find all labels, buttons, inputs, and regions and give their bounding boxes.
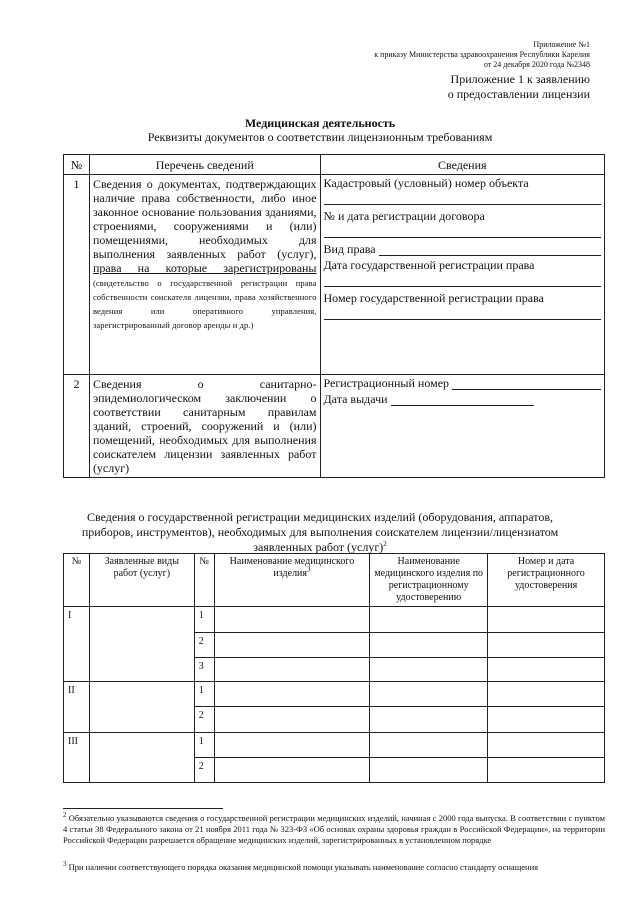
device-cell[interactable] <box>214 733 370 758</box>
row-fields <box>320 375 605 478</box>
group-label: III <box>64 733 90 783</box>
reg-num-cell[interactable] <box>488 658 605 682</box>
row-text-main: Сведения о санитарно-эпидемиологическом заключении о соответствии санитарным правилам зданий, строений, сооружений и (или) помещений, необходимых для выполнения соискателем лицензии заявленных работ (услуг) <box>92 377 317 475</box>
group-label: II <box>64 682 90 733</box>
item-number: 3 <box>194 658 214 682</box>
item-number: 2 <box>194 758 214 783</box>
reg-name-cell[interactable] <box>370 733 488 758</box>
table-row <box>64 682 605 707</box>
work-cell[interactable] <box>89 682 194 733</box>
application-title-2: о предоставлении лицензии <box>447 87 590 101</box>
row-number: 1 <box>64 175 90 375</box>
col-reg-num-header: Номер и дата регистрационного удостоверения <box>488 554 605 607</box>
item-number: 2 <box>194 633 214 658</box>
row-number: 2 <box>64 375 90 478</box>
device-cell[interactable] <box>214 707 370 733</box>
work-cell[interactable] <box>89 733 194 783</box>
row-description <box>89 375 320 478</box>
row-fields <box>320 175 605 375</box>
application-title-1: Приложение 1 к заявлению <box>450 72 590 86</box>
table-row <box>64 607 605 633</box>
col-reg-name-header: Наименование медицинского изделия по регистрационному удостоверению <box>370 554 488 607</box>
field-reg-number-label: Номер государственной регистрации права <box>323 291 544 305</box>
reg-num-cell[interactable] <box>488 733 605 758</box>
section2-title-2: приборов, инструментов), необходимых для выполнения соискателем лицензии/лицензиатом <box>81 525 559 539</box>
footnote-2-text: Обязательно указываются сведения о государственной регистрации медицинских изделий, начиная с 2000 года выпуска. В соответствии с пунктом 4 статьи 38 Федерального закона от 21 ноября 2011 года № 323-ФЗ «Об основах охраны здоровья граждан в Российской Федерации», на территории Российской Федерации разрешается обращение медицинских изделий, зарегистрированных в установленном порядке <box>63 813 605 845</box>
reg-name-cell[interactable] <box>370 633 488 658</box>
item-number: 1 <box>194 607 214 633</box>
field-reg-date-label: Дата государственной регистрации права <box>323 258 535 272</box>
footnote-divider <box>63 808 223 809</box>
appendix-line-2: к приказу Министерства здравоохранения Республики Карелия <box>374 50 590 59</box>
requisites-table <box>63 154 605 478</box>
field-right-type-label: Вид права <box>323 242 376 256</box>
reg-num-cell[interactable] <box>488 707 605 733</box>
table-row <box>64 375 605 478</box>
reg-num-cell[interactable] <box>488 682 605 707</box>
footnote-3 <box>63 862 605 873</box>
reg-name-cell[interactable] <box>370 758 488 783</box>
footnote-3-mark: 3 <box>63 860 67 869</box>
table-row <box>64 175 605 375</box>
device-cell[interactable] <box>214 607 370 633</box>
field-issue-date[interactable] <box>324 392 535 406</box>
row-text-fine: (свидетельство о государственной регистрации права собственности соискателя лицензии, права хозяйственного ведения или оперативного управления, зарегистрированный договор аренды и др.) <box>92 278 317 330</box>
col-num-header: № <box>64 155 90 175</box>
field-reg-date-input[interactable] <box>324 272 602 287</box>
device-cell[interactable] <box>214 682 370 707</box>
col-info-header: Сведения <box>320 155 605 175</box>
group-label: I <box>64 607 90 682</box>
item-number: 1 <box>194 682 214 707</box>
col-num-header: № <box>64 554 90 607</box>
section1-subtitle: Реквизиты документов о соответствии лицензионным требованиям <box>147 130 493 144</box>
section1-title: Медицинская деятельность <box>244 116 396 130</box>
appendix-line-3: от 24 декабря 2020 года №2348 <box>483 60 590 69</box>
footnote-2-mark: 2 <box>63 811 67 820</box>
devices-table <box>63 553 605 783</box>
row-text-underlined: права на которые зарегистрированы <box>92 261 317 275</box>
footnote-2 <box>63 813 605 846</box>
section2-title-1: Сведения о государственной регистрации медицинских изделий (оборудования, аппаратов, <box>86 510 553 524</box>
field-right-type[interactable] <box>324 242 602 256</box>
device-cell[interactable] <box>214 633 370 658</box>
item-number: 2 <box>194 707 214 733</box>
reg-num-cell[interactable] <box>488 758 605 783</box>
reg-num-cell[interactable] <box>488 607 605 633</box>
footnote-3-text: При наличии соответствующего порядка оказания медицинской помощи указывать наименование согласно стандарту оснащения <box>68 862 539 872</box>
field-reg-num[interactable] <box>324 376 602 390</box>
device-cell[interactable] <box>214 658 370 682</box>
reg-name-cell[interactable] <box>370 682 488 707</box>
row-text-main: Сведения о документах, подтверждающих наличие права собственности, либо иное законное основание пользования зданиями, строениями, сооружениями и (или) помещениями, необходимых для выполнения заявленных работ (услуг), <box>92 177 317 261</box>
col-device-header: Наименование медицинского изделия$^3$ <box>214 554 370 607</box>
reg-num-cell[interactable] <box>488 633 605 658</box>
field-contract-input[interactable] <box>324 223 602 238</box>
field-cadastral-input[interactable] <box>324 190 602 205</box>
field-issue-date-label: Дата выдачи <box>323 392 388 406</box>
device-cell[interactable] <box>214 758 370 783</box>
reg-name-cell[interactable] <box>370 658 488 682</box>
item-number: 1 <box>194 733 214 758</box>
section2-title-3: заявленных работ (услуг)$^2$ <box>253 540 387 554</box>
field-reg-num-label: Регистрационный номер <box>323 376 450 390</box>
reg-name-cell[interactable] <box>370 707 488 733</box>
work-cell[interactable] <box>89 607 194 682</box>
table-row <box>64 733 605 758</box>
appendix-line-1: Приложение №1 <box>533 40 590 49</box>
field-contract-label: № и дата регистрации договора <box>323 209 485 223</box>
col-num2-header: № <box>194 554 214 607</box>
col-list-header: Перечень сведений <box>89 155 320 175</box>
field-cadastral-label: Кадастровый (условный) номер объекта <box>323 176 529 190</box>
field-reg-number-input[interactable] <box>324 305 602 320</box>
reg-name-cell[interactable] <box>370 607 488 633</box>
row-description <box>89 175 320 375</box>
col-work-header: Заявленные виды работ (услуг) <box>89 554 194 607</box>
